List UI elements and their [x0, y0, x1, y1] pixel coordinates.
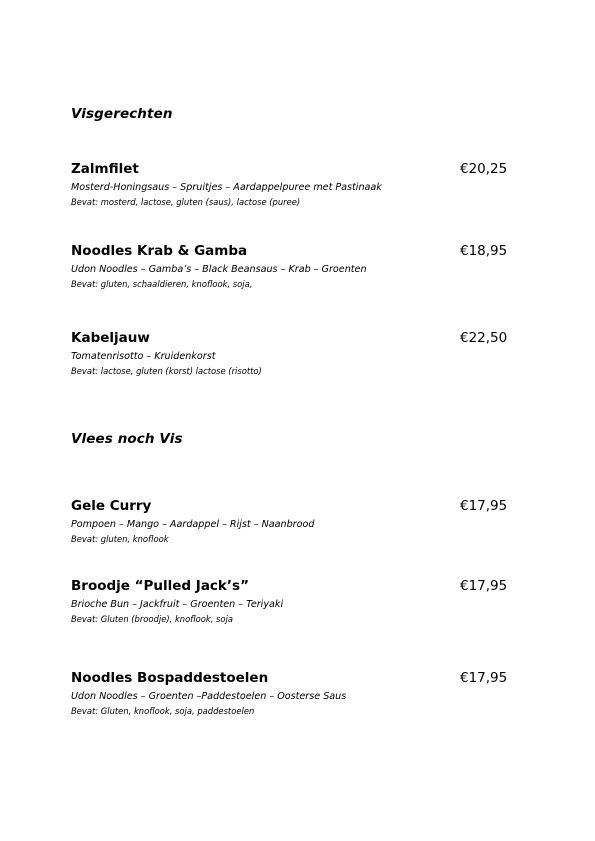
- dish-price: €18,95: [460, 243, 508, 259]
- dish-price: €17,95: [460, 498, 508, 514]
- dish-name: Noodles Krab & Gamba: [71, 243, 248, 259]
- dish-allergens: Bevat: mosterd, lactose, gluten (saus), lactose (puree): [71, 197, 301, 207]
- dish-allergens: Bevat: gluten, knoflook: [71, 534, 169, 544]
- dish-allergens: Bevat: lactose, gluten (korst) lactose (risotto): [71, 366, 262, 376]
- dish-zalmfilet: [71, 161, 511, 208]
- dish-description: Udon Noodles – Gamba’s – Black Beansaus – Krab – Groenten: [71, 264, 367, 275]
- dish-price: €17,95: [460, 578, 508, 594]
- dish-description: Tomatenrisotto – Kruidenkorst: [71, 351, 216, 362]
- dish-allergens: Bevat: Gluten, knoflook, soja, paddestoelen: [71, 706, 255, 716]
- dish-noodles-krab-gamba: [71, 243, 511, 290]
- dish-price: €17,95: [460, 670, 508, 686]
- dish-description: Udon Noodles – Groenten –Paddestoelen – Oosterse Saus: [71, 691, 347, 702]
- dish-name: Broodje “Pulled Jack’s”: [71, 578, 249, 594]
- dish-allergens: Bevat: Gluten (broodje), knoflook, soja: [71, 614, 234, 624]
- dish-gele-curry: [71, 498, 511, 545]
- dish-name: Noodles Bospaddestoelen: [71, 670, 269, 686]
- dish-name: Zalmfilet: [71, 161, 139, 177]
- dish-description: Mosterd-Honingsaus – Spruitjes – Aardappelpuree met Pastinaak: [71, 182, 382, 193]
- section-title-vlees-noch-vis: Vlees noch Vis: [71, 431, 183, 447]
- dish-name: Gele Curry: [71, 498, 152, 514]
- dish-noodles-bospaddestoelen: [71, 670, 511, 717]
- dish-description: Brioche Bun – Jackfruit – Groenten – Teriyaki: [71, 599, 284, 610]
- dish-broodje-pulled-jacks: [71, 578, 511, 625]
- dish-description: Pompoen – Mango – Aardappel – Rijst – Naanbrood: [71, 519, 315, 530]
- section-title-visgerechten: Visgerechten: [71, 106, 173, 122]
- dish-price: €22,50: [460, 330, 508, 346]
- dish-name: Kabeljauw: [71, 330, 150, 346]
- dish-kabeljauw: [71, 330, 511, 377]
- dish-price: €20,25: [460, 161, 508, 177]
- dish-allergens: Bevat: gluten, schaaldieren, knoflook, soja,: [71, 279, 253, 289]
